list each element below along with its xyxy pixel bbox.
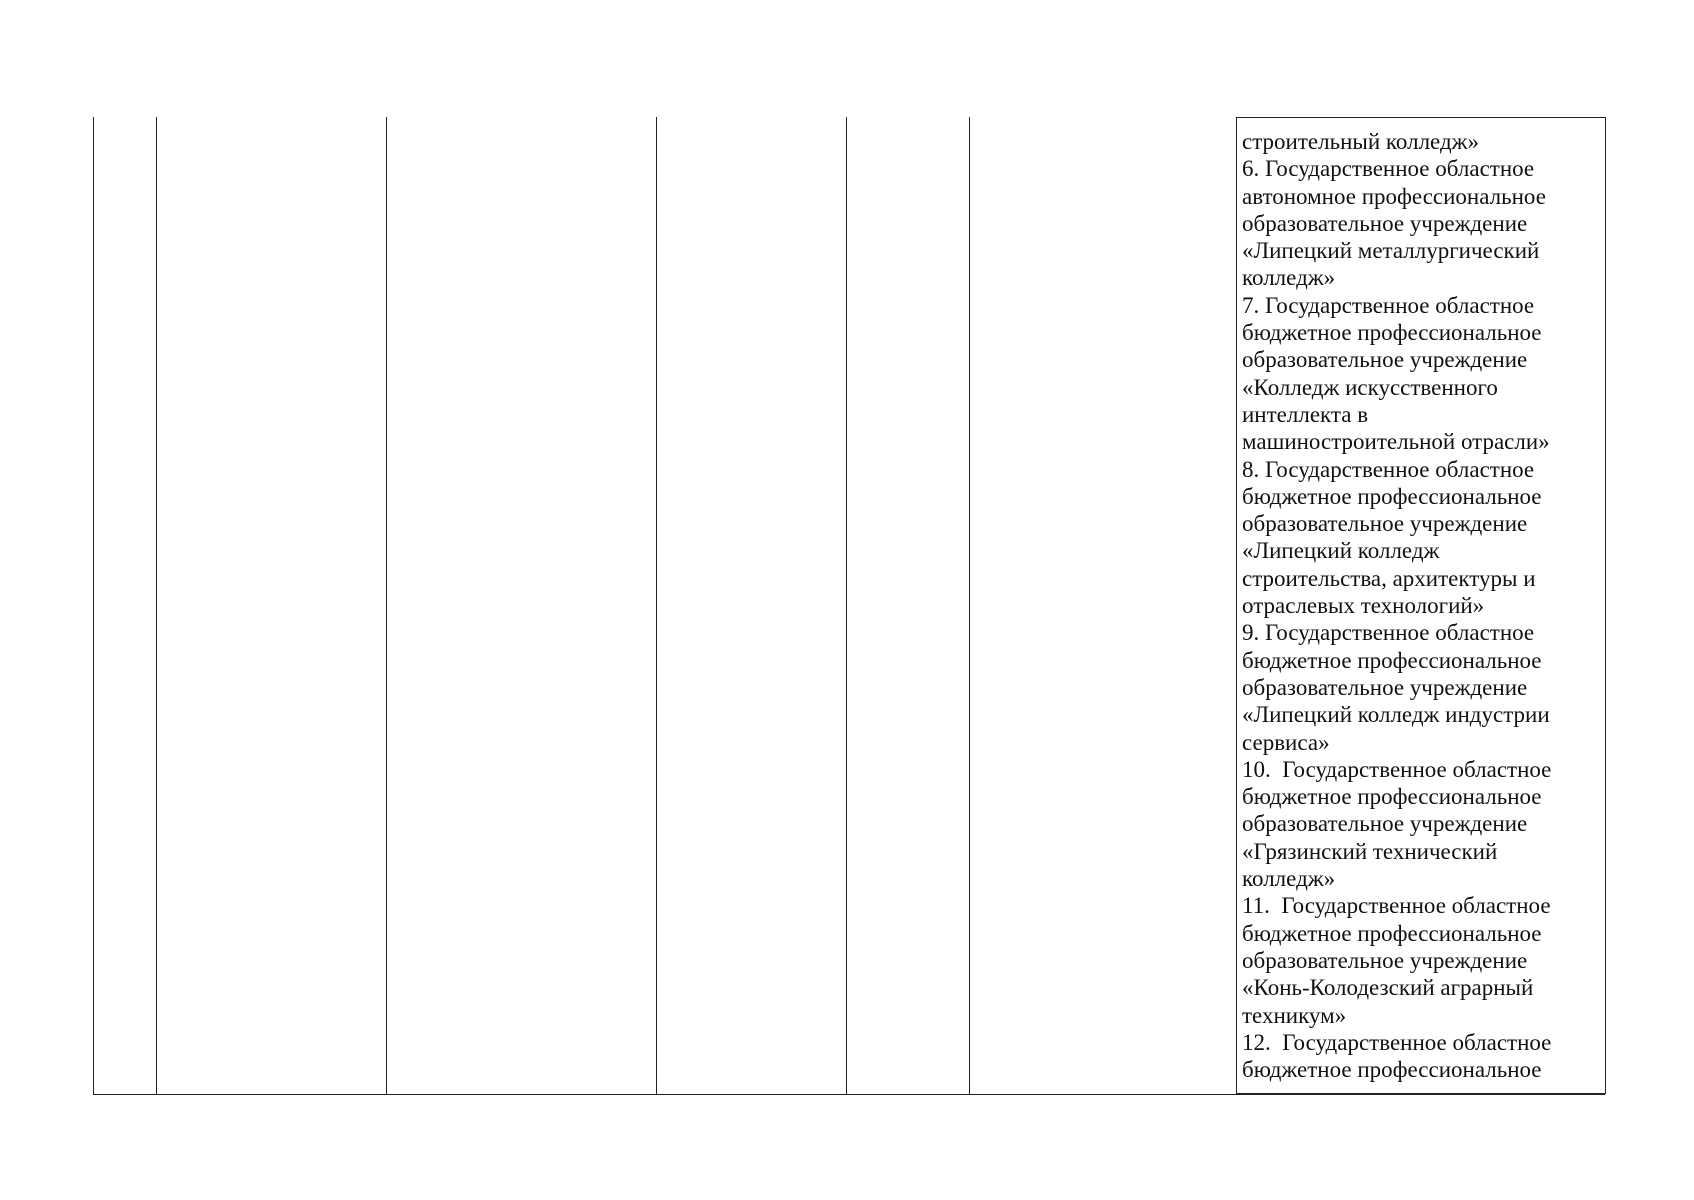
text-line: бюджетное профессиональное	[1242, 1057, 1542, 1083]
text-line: «Липецкий металлургический	[1242, 238, 1540, 264]
text-line: 7. Государственное областное	[1242, 292, 1535, 318]
text-line: образовательное учреждение	[1242, 511, 1528, 537]
text-line: бюджетное профессиональное	[1242, 784, 1542, 810]
column-divider-3	[656, 117, 657, 1095]
text-line: техникум»	[1242, 1002, 1347, 1028]
column-divider-2	[386, 117, 387, 1095]
table-border-bottom	[93, 1094, 1605, 1095]
text-line: образовательное учреждение	[1242, 210, 1528, 236]
text-line: колледж»	[1242, 265, 1336, 291]
text-line: образовательное учреждение	[1242, 947, 1528, 973]
text-line: бюджетное профессиональное	[1242, 647, 1542, 673]
text-line: отраслевых технологий»	[1242, 593, 1485, 619]
text-line: «Липецкий колледж индустрии	[1242, 702, 1550, 728]
text-line: 9. Государственное областное	[1242, 620, 1535, 646]
column-divider-1	[156, 117, 157, 1095]
institutions-list	[1242, 128, 1605, 1083]
text-line: «Липецкий колледж	[1242, 538, 1440, 564]
text-line: образовательное учреждение	[1242, 811, 1528, 837]
column-divider-4	[846, 117, 847, 1095]
text-line: колледж»	[1242, 866, 1336, 892]
text-line: 6. Государственное областное	[1242, 156, 1535, 182]
table-border-left	[93, 117, 94, 1095]
table-cell-institutions	[1236, 117, 1606, 1094]
text-line: автономное профессиональное	[1242, 183, 1546, 209]
text-line: бюджетное профессиональное	[1242, 920, 1542, 946]
text-line: образовательное учреждение	[1242, 347, 1528, 373]
text-line: 12. Государственное областное	[1242, 1029, 1552, 1055]
text-line: бюджетное профессиональное	[1242, 483, 1542, 509]
text-line: 11. Государственное областное	[1242, 893, 1551, 919]
text-line: 8. Государственное областное	[1242, 456, 1535, 482]
text-line: «Грязинский технический	[1242, 838, 1498, 864]
text-line: машиностроительной отрасли»	[1242, 429, 1550, 455]
text-line: сервиса»	[1242, 729, 1330, 755]
text-line: 10. Государственное областное	[1242, 756, 1552, 782]
text-line: строительства, архитектуры и	[1242, 565, 1536, 591]
text-line: интеллекта в	[1242, 401, 1369, 427]
text-line: «Конь-Колодезский аграрный	[1242, 975, 1534, 1001]
text-line: строительный колледж»	[1242, 129, 1480, 154]
column-divider-5	[969, 117, 970, 1095]
text-line: бюджетное профессиональное	[1242, 320, 1542, 346]
text-line: «Колледж искусственного	[1242, 374, 1498, 400]
text-line: образовательное учреждение	[1242, 674, 1528, 700]
